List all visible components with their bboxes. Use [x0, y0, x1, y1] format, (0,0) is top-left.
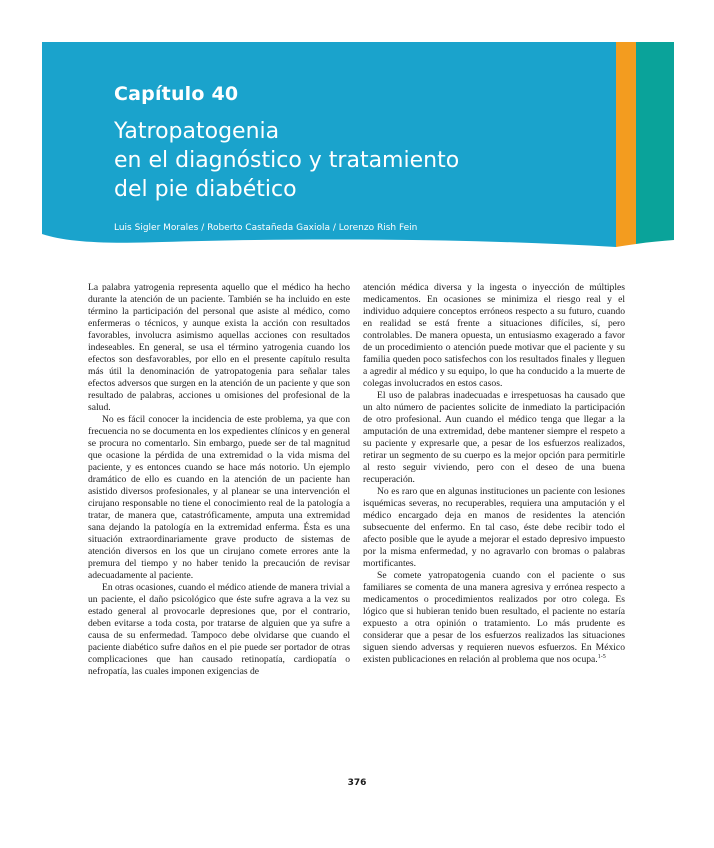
- page-number: 376: [347, 778, 367, 788]
- body-paragraph: No es raro que en algunas instituciones un paciente con lesiones isquémicas severas, no recuperables, requiera una amputación y el médico encargado deja en manos de residentes la atención subsecuente del enfermo. En tal caso, éste debe recibir todo el afecto posible que le ayude a mejorar el estado depresivo impuesto por la misma enfermedad, y no agravarlo con bromas o palabras mortificantes.: [363, 486, 625, 569]
- chapter-title-line: en el diagnóstico y tratamiento: [114, 148, 460, 173]
- body-paragraph: El uso de palabras inadecuadas e irrespetuosas ha causado que un alto número de pacientes solicite de inmediato la participación de otro profesional. Aun cuando el médico tenga que llegar a la amputación de una extremidad, debe mantener siempre el respeto a su paciente y expresarle que, a pesar de los esfuerzos realizados, retirar un segmento de su cuerpo es la mejor opción para permitirle al resto seguir viviendo, pero con el deseo de una buena recuperación.: [363, 390, 625, 485]
- body-column-right: [363, 282, 625, 666]
- body-paragraph: atención médica diversa y la ingesta o inyección de múltiples medicamentos. En ocasiones se minimiza el riesgo real y el individuo adquiere conceptos erróneos respecto a su futuro, cuando en realidad se está frente a situaciones difíciles, sí, pero controlables. De manera opuesta, un entusiasmo exagerado a favor de un procedimiento o atención puede motivar que el paciente y su familia queden poco satisfechos con los resultados finales y lleguen a agredir al médico y su equipo, lo que ha conducido a la muerte de colegas involucrados en estos casos.: [363, 282, 625, 389]
- banner-teal-stripe: [636, 42, 674, 244]
- body-paragraph: No es fácil conocer la incidencia de este problema, ya que con frecuencia no se documenta en los expedientes clínicos y en general se procura no comentarlo. Sin embargo, puede ser de tal magnitud que ocasione la pérdida de una extremidad o la vida misma del paciente, y es entonces cuando se hace más notorio. Un ejemplo dramático de ello es cuando en la atención de un paciente han asistido diversos profesionales, y al planear se una intervención el cirujano responsable no tiene el conocimiento real de la patología a tratar, de manera que, catastróficamente, amputa una extremidad sana dejando la patología en la extremidad enferma. Ésta es una situación extraordinariamente grave producto de sistemas de atención diversos en los que un cirujano comete errores ante la premura del tiempo y no haber tenido la precaución de revisar adecuadamente al paciente.: [88, 414, 350, 581]
- chapter-title: [114, 117, 584, 204]
- chapter-label: Capítulo 40: [114, 83, 239, 105]
- body-paragraph: En otras ocasiones, cuando el médico atiende de manera trivial a un paciente, el daño psicológico que éste sufre agrava a la vez su estado general al provocarle depresiones que, por el contrario, deben evitarse a toda costa, por tratarse de alguien que ya sufre a causa de su enfermedad. Tampoco debe olvidarse que cuando el paciente diabético sufre daños en el pie puede ser portador de otras complicaciones que han causado retinopatía, cardiopatía o nefropatía, las cuales imponen exigencias de: [88, 582, 351, 677]
- body-paragraph-text: Se comete yatropatogenia cuando con el paciente o sus familiares se comenta de una manera agresiva y errónea respecto a medicamentos o procedimientos realizados por otro colega. Es lógico que si hubieran tenido buen resultado, el paciente no estaría expuesto a otra opinión o tratamiento. Lo más prudente es considerar que a pesar de los esfuerzos realizados las situaciones siguen siendo adversas y requieren nuevos esfuerzos. En México existen publicaciones en relación al problema que nos ocupa.: [363, 570, 625, 665]
- reference-superscript: 1-5: [597, 653, 606, 660]
- body-paragraph-last: [363, 570, 625, 666]
- chapter-authors: Luis Sigler Morales / Roberto Castañeda Gaxiola / Lorenzo Rish Fein: [114, 223, 418, 233]
- banner-orange-stripe: [616, 42, 636, 247]
- chapter-title-line: del pie diabético: [114, 177, 297, 202]
- body-paragraph: La palabra yatrogenia representa aquello que el médico ha hecho durante la atención de un paciente. También se ha incluido en este término la participación del personal que asiste al médico, como enfermeras o técnicos, y aunque exista la acción con resultados favorables, involucra asimismo aquellas acciones con resultados indeseables. En general, se usa el término yatrogenia cuando los efectos son desfavorables, por ello en el presente capítulo resulta más útil la denominación de yatropatogenia para señalar tales efectos adversos que surgen en la atención de un paciente y que son resultado de palabras, acciones u omisiones del profesional de la salud.: [88, 282, 350, 413]
- chapter-title-line: Yatropatogenia: [114, 119, 280, 144]
- body-column-left: [88, 282, 350, 678]
